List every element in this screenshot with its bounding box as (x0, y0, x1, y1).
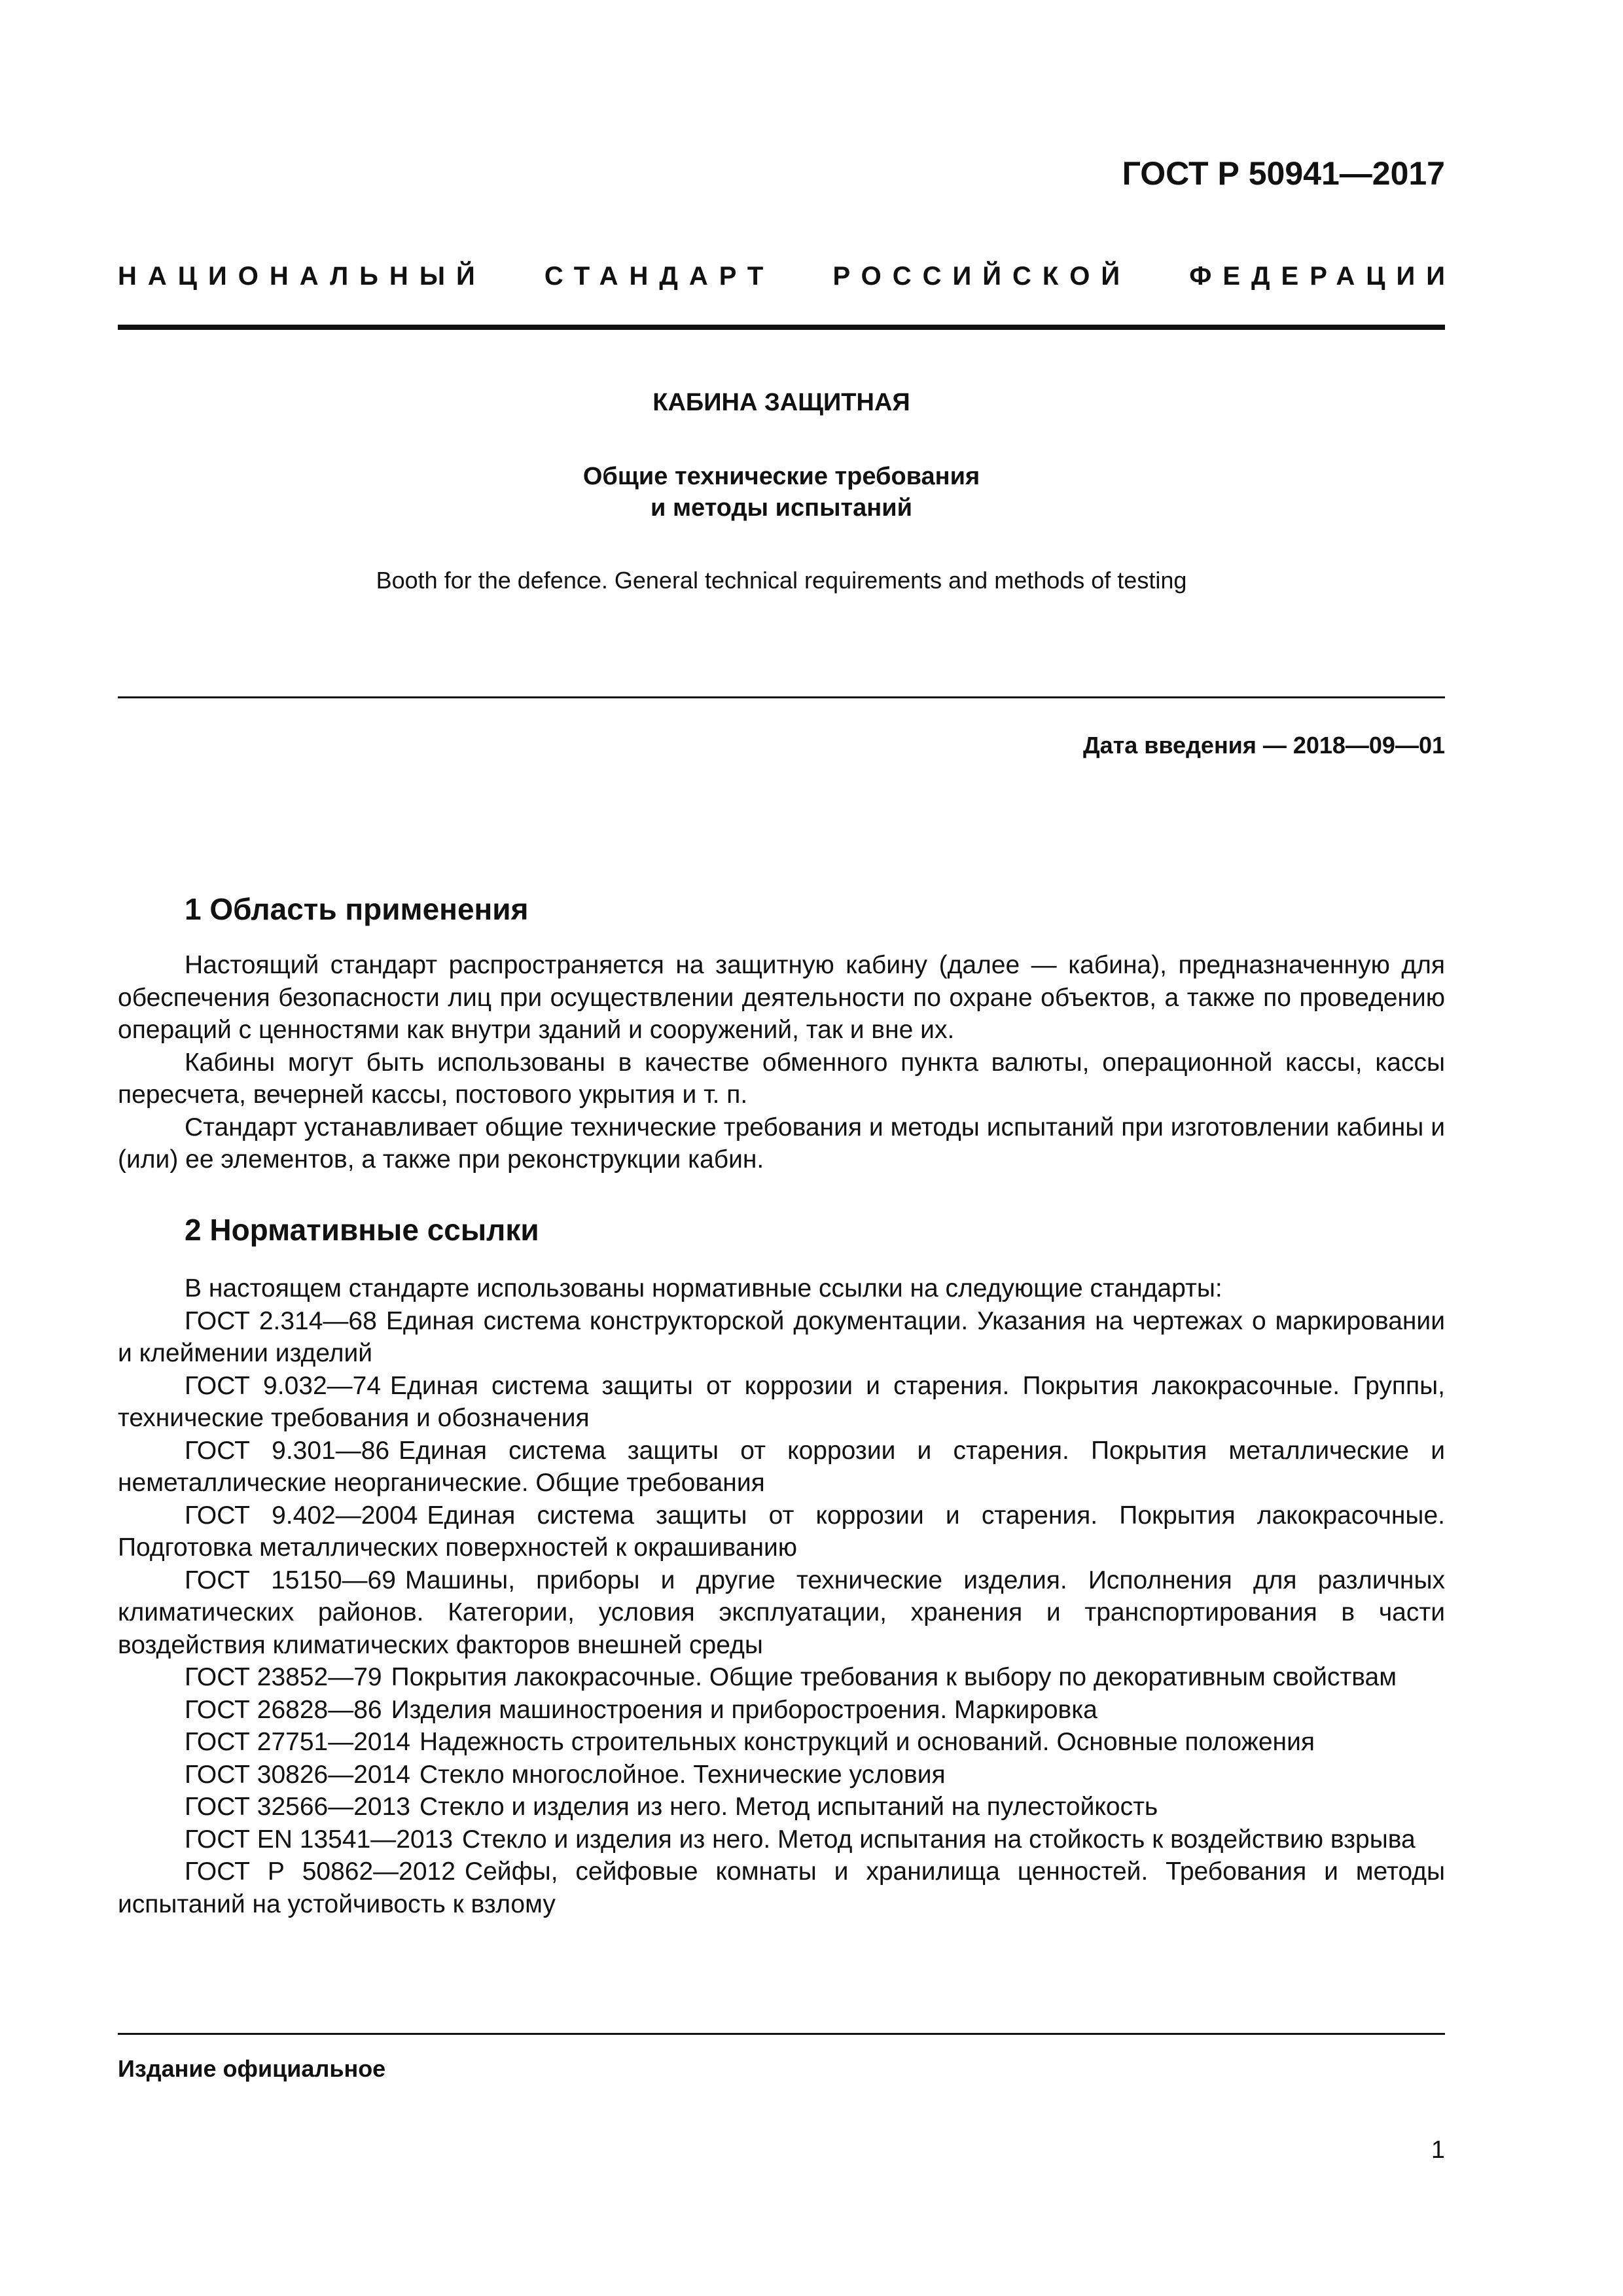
list-item (118, 1435, 1445, 1499)
standard-code: ГОСТ 15150—69 (185, 1566, 396, 1594)
document-title: КАБИНА ЗАЩИТНАЯ (652, 389, 910, 416)
introduction-date: Дата введения — 2018—09—01 (1082, 732, 1445, 759)
banner-word: СТАНДАРТ (544, 262, 775, 291)
standard-title: Стекло многослойное. Технические условия (419, 1760, 946, 1789)
standard-title: Сейфы, сейфовые комнаты и хранилища ценностей. Требования и методы испытаний на устойчивость к взлому (118, 1857, 1446, 1918)
title-divider (118, 696, 1445, 698)
standard-code: ГОСТ 26828—86 (185, 1695, 382, 1724)
document-subtitle (118, 461, 1445, 524)
banner-word: РОССИЙСКОЙ (832, 262, 1132, 291)
standard-code: ГОСТ 30826—2014 (185, 1760, 411, 1789)
list-item (118, 1759, 1445, 1791)
standard-code: ГОСТ 27751—2014 (185, 1728, 411, 1756)
standard-code: ГОСТ 9.032—74 (185, 1371, 382, 1400)
english-title: Booth for the defence. General technical requirements and methods of testing (376, 567, 1187, 594)
official-edition-label: Издание официальное (118, 2055, 386, 2082)
standard-title: Покрытия лакокрасочные. Общие требования к выбору по декоративным свойствам (391, 1663, 1397, 1691)
standard-code: ГОСТ EN 13541—2013 (185, 1825, 454, 1854)
paragraph: В настоящем стандарте использованы нормативные ссылки на следующие стандарты: (185, 1274, 1222, 1302)
subtitle-line: и методы испытаний (651, 494, 912, 522)
list-item (118, 1370, 1445, 1435)
standard-code: ГОСТ 2.314—68 (185, 1306, 377, 1335)
standard-code: ГОСТ 32566—2013 (185, 1793, 411, 1821)
section-heading: 1 Область применения (185, 892, 529, 926)
subtitle-line: Общие технические требования (582, 463, 980, 490)
standard-code: ГОСТ 23852—79 (185, 1663, 382, 1691)
standard-title: Изделия машиностроения и приборостроения. Маркировка (391, 1695, 1097, 1724)
standard-title: Единая система конструкторской документации. Указания на чертежах о маркировании и клеймении изделий (118, 1306, 1445, 1367)
list-item (118, 1694, 1445, 1727)
list-item (118, 1499, 1445, 1564)
section-heading: 2 Нормативные ссылки (185, 1213, 539, 1247)
document-code: ГОСТ Р 50941—2017 (1122, 155, 1445, 192)
standard-code: ГОСТ 9.402—2004 (185, 1501, 418, 1530)
page-number: 1 (1431, 2136, 1445, 2164)
list-item (118, 1305, 1445, 1370)
standard-title: Единая система защиты от коррозии и старения. Покрытия лакокрасочные. Группы, технические требования и обозначения (118, 1371, 1445, 1432)
standard-code: ГОСТ 9.301—86 (185, 1436, 390, 1465)
paragraph: Кабины могут быть использованы в качестве обменного пункта валюты, операционной кассы, кассы пересчета, вечерней кассы, постового укрытия и т. п. (118, 1048, 1445, 1109)
list-item (118, 1564, 1445, 1662)
national-standard-banner (118, 262, 1456, 291)
standard-code: ГОСТ Р 50862—2012 (185, 1857, 455, 1886)
paragraph: Настоящий стандарт распространяется на защитную кабину (далее — кабина), предназначенную для обеспечения безопасности лиц при осуществлении деятельности по охране объектов, а также по проведению операций с ценностями как внутри зданий и сооружений, так и вне их. (118, 951, 1445, 1044)
list-item (118, 1856, 1445, 1920)
standard-title: Надежность строительных конструкций и оснований. Основные положения (419, 1728, 1315, 1756)
list-item (118, 1661, 1445, 1694)
standard-title: Единая система защиты от коррозии и старения. Покрытия лакокрасочные. Подготовка металлических поверхностей к окрашиванию (118, 1501, 1445, 1562)
banner-word: НАЦИОНАЛЬНЫЙ (118, 262, 486, 291)
list-item (118, 1726, 1445, 1759)
standard-title: Единая система защиты от коррозии и старения. Покрытия металлические и неметаллические неорганические. Общие требования (118, 1436, 1445, 1497)
normative-references-list (118, 1272, 1445, 1920)
paragraph: Стандарт устанавливает общие технические требования и методы испытаний при изготовлении кабины и (или) ее элементов, а также при реконструкции кабин. (118, 1113, 1445, 1174)
section-body (118, 949, 1445, 1176)
list-item (118, 1791, 1445, 1823)
banner-word: ФЕДЕРАЦИИ (1189, 262, 1456, 291)
standard-title: Стекло и изделия из него. Метод испытаний на пулестойкость (419, 1793, 1158, 1821)
list-item (118, 1823, 1445, 1856)
footer-divider (118, 2033, 1445, 2035)
header-divider (118, 325, 1445, 330)
standard-title: Стекло и изделия из него. Метод испытания на стойкость к воздействию взрыва (462, 1825, 1416, 1854)
standard-title: Машины, приборы и другие технические изделия. Исполнения для различных климатических районов. Категории, условия эксплуатации, хранения и транспортирования в части воздействия климатических факторов внешней среды (118, 1566, 1445, 1659)
